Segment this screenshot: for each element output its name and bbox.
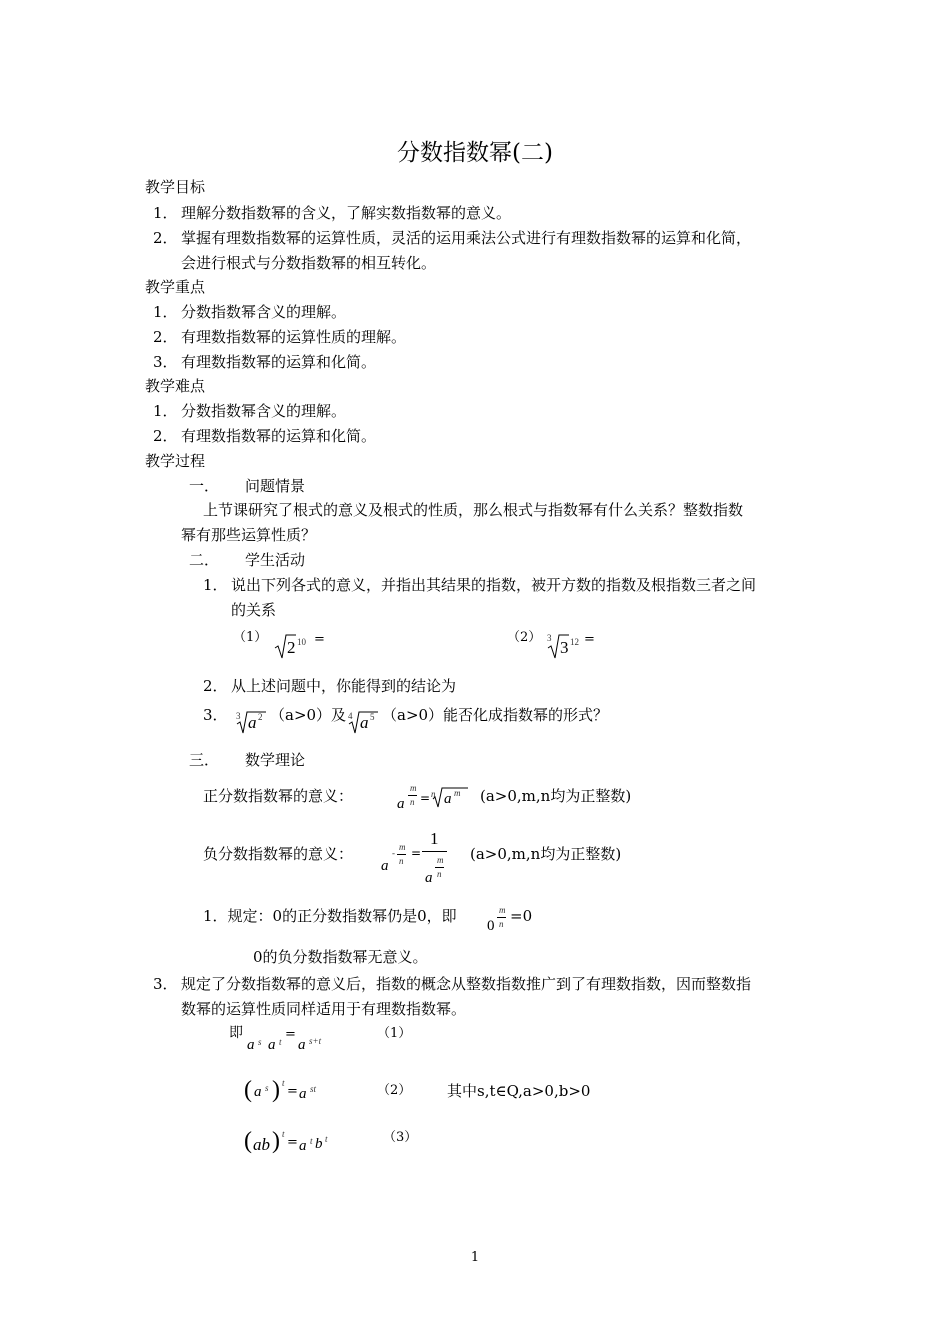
key-2-text: 有理数指数幂的运算性质的理解。 bbox=[181, 328, 407, 346]
diff-2-text: 有理数指数幂的运算和化简。 bbox=[181, 427, 377, 445]
part3-title: 数学理论 bbox=[245, 751, 306, 769]
q1-text: 说出下列各式的意义，并指出其结果的指数，被开方数的指数及根指数三者之间 bbox=[231, 576, 757, 594]
part1-num: 一． bbox=[189, 477, 220, 495]
neg-equals: = bbox=[411, 846, 422, 860]
f2-left-paren: ( bbox=[244, 1077, 252, 1103]
page-title: 分数指数幂(二) bbox=[397, 140, 553, 166]
f1-exp-t: t bbox=[279, 1037, 282, 1047]
f1-a1: a bbox=[247, 1037, 255, 1053]
pos-exp-n: n bbox=[410, 797, 415, 807]
negative-condition: (a>0,m,n均为正整数) bbox=[470, 845, 622, 863]
goal-2-cont: 会进行根式与分数指数幂的相互转化。 bbox=[181, 254, 437, 272]
f3-ab: ab bbox=[253, 1135, 270, 1154]
neg-numerator-1: 1 bbox=[430, 829, 439, 848]
part4-text-line2: 数幂的运算性质同样适用于有理数指数幂。 bbox=[181, 1000, 467, 1018]
formula-2-label: （2） bbox=[377, 1083, 412, 1098]
positive-definition-label: 正分数指数幂的意义： bbox=[203, 787, 354, 805]
neg-denom-exp-m: m bbox=[437, 855, 444, 865]
q1-text-cont: 的关系 bbox=[231, 601, 277, 619]
positive-condition: (a>0,m,n均为正整数) bbox=[480, 787, 632, 805]
example-1-label: （1） bbox=[233, 630, 268, 645]
f3-exp-t: t bbox=[282, 1129, 285, 1139]
f2-exp-t: t bbox=[282, 1078, 285, 1088]
rule-1-exp-m: m bbox=[499, 905, 506, 915]
diff-1-num: 1． bbox=[153, 402, 178, 420]
q1-num: 1． bbox=[203, 576, 228, 594]
key-2-num: 2． bbox=[153, 328, 178, 346]
formula-3-label: （3） bbox=[383, 1130, 418, 1145]
goals-heading: 教学目标 bbox=[145, 178, 206, 196]
neg-denom-exp-n: n bbox=[437, 869, 442, 879]
pos-exp-fraction-bar bbox=[408, 795, 417, 796]
formula-1-label: （1） bbox=[377, 1026, 412, 1041]
neg-exp-n: n bbox=[399, 856, 404, 866]
f3-a-exp-t: t bbox=[310, 1136, 313, 1146]
formula-2-note: 其中s,t∈Q,a>0,b>0 bbox=[447, 1082, 591, 1100]
neg-exp-m: m bbox=[399, 842, 406, 852]
rule-1-text: 1．规定：0的正分数指数幂仍是0，即 bbox=[203, 907, 457, 925]
neg-minus: - bbox=[392, 848, 395, 858]
q3-root2-index: 4 bbox=[348, 711, 353, 721]
neg-denominator-a: a bbox=[425, 870, 433, 886]
f2-a2: a bbox=[299, 1086, 307, 1102]
pos-radicand-a: a bbox=[444, 791, 452, 807]
key-points-heading: 教学重点 bbox=[145, 278, 206, 296]
part2-num: 二． bbox=[189, 551, 220, 569]
f2-exp-s: s bbox=[265, 1083, 269, 1093]
f3-b-exp-t: t bbox=[325, 1134, 328, 1144]
example-2-equals: = bbox=[584, 632, 595, 647]
example-1-exponent: 10 bbox=[297, 637, 306, 647]
q3-num: 3． bbox=[203, 706, 228, 724]
diff-2-num: 2． bbox=[153, 427, 178, 445]
f2-right-paren: ) bbox=[272, 1077, 280, 1103]
q3-root1-exponent: 2 bbox=[258, 712, 263, 722]
goal-1-text: 理解分数指数幂的含义，了解实数指数幂的意义。 bbox=[181, 204, 512, 222]
part4-text-line1: 规定了分数指数幂的意义后，指数的概念从整数指数推广到了有理数指数，因而整数指 bbox=[181, 975, 752, 993]
key-3-text: 有理数指数幂的运算和化简。 bbox=[181, 353, 377, 371]
part2-title: 学生活动 bbox=[245, 551, 306, 569]
key-1-text: 分数指数幂含义的理解。 bbox=[181, 303, 347, 321]
q3-condition-2: （a>0）能否化成指数幂的形式？ bbox=[382, 706, 609, 724]
q3-root2-exponent: 5 bbox=[370, 712, 375, 722]
f3-left-paren: ( bbox=[244, 1128, 252, 1154]
f1-a2: a bbox=[268, 1037, 276, 1053]
part4-num: 3． bbox=[153, 975, 178, 993]
rule-1-negative-note: 0的负分数指数幂无意义。 bbox=[253, 948, 428, 966]
neg-exp-fraction-bar bbox=[397, 854, 406, 855]
neg-base-a: a bbox=[381, 858, 389, 874]
diff-1-text: 分数指数幂含义的理解。 bbox=[181, 402, 347, 420]
example-1-equals: = bbox=[314, 632, 325, 647]
f1-exp-s-plus-t: s+t bbox=[309, 1036, 322, 1046]
part1-text-line1: 上节课研究了根式的意义及根式的性质，那么根式与指数幂有什么关系？整数指数 bbox=[203, 501, 744, 519]
f1-exp-s: s bbox=[258, 1037, 262, 1047]
key-3-num: 3． bbox=[153, 353, 178, 371]
f2-exp-st: st bbox=[310, 1084, 317, 1094]
example-2-label: （2） bbox=[507, 630, 542, 645]
q2-num: 2． bbox=[203, 677, 228, 695]
f3-a: a bbox=[299, 1138, 307, 1154]
negative-definition-label: 负分数指数幂的意义： bbox=[203, 845, 354, 863]
example-2-root-index: 3 bbox=[547, 633, 552, 643]
pos-radicand-exp-m: m bbox=[454, 788, 461, 798]
goal-2-text: 掌握有理数指数幂的运算性质，灵活的运用乘法公式进行有理数指数幂的运算和化简， bbox=[181, 229, 752, 247]
rule-1-zero-base: 0 bbox=[487, 918, 495, 934]
example-2-exponent: 12 bbox=[570, 637, 579, 647]
ji-label: 即 bbox=[229, 1025, 243, 1041]
pos-exp-m: m bbox=[410, 783, 417, 793]
part3-num: 三． bbox=[189, 751, 220, 769]
q3-root2-base: a bbox=[360, 713, 369, 732]
q3-root1-index: 3 bbox=[236, 711, 241, 721]
process-heading: 教学过程 bbox=[145, 452, 206, 470]
neg-main-fraction-bar bbox=[422, 851, 447, 852]
pos-root-index-n: n bbox=[431, 789, 436, 799]
page-number: 1 bbox=[470, 1250, 480, 1265]
rule-1-exp-fraction-bar bbox=[497, 917, 506, 918]
rule-1-equals-zero: =0 bbox=[510, 907, 533, 925]
f3-equals: = bbox=[287, 1135, 298, 1150]
f1-a3: a bbox=[298, 1037, 306, 1053]
f3-b: b bbox=[315, 1136, 323, 1152]
f3-right-paren: ) bbox=[272, 1128, 280, 1154]
part1-title: 问题情景 bbox=[245, 477, 306, 495]
f1-equals: = bbox=[285, 1027, 296, 1042]
rule-1-exp-n: n bbox=[499, 919, 504, 929]
q2-text: 从上述问题中，你能得到的结论为 bbox=[231, 677, 457, 695]
goal-2-num: 2． bbox=[153, 229, 178, 247]
part1-text-line2: 幂有那些运算性质？ bbox=[181, 526, 317, 544]
f2-a1: a bbox=[254, 1084, 262, 1100]
difficulties-heading: 教学难点 bbox=[145, 377, 206, 395]
example-1-base: 2 bbox=[287, 638, 296, 657]
q3-condition-1: （a>0）及 bbox=[270, 706, 347, 724]
neg-denom-exp-fraction-bar bbox=[435, 867, 444, 868]
f2-equals: = bbox=[287, 1084, 298, 1099]
pos-base-a: a bbox=[397, 796, 405, 812]
example-2-base: 3 bbox=[560, 638, 569, 657]
pos-equals: = bbox=[420, 791, 431, 805]
key-1-num: 1． bbox=[153, 303, 178, 321]
goal-1-num: 1． bbox=[153, 204, 178, 222]
q3-root1-base: a bbox=[248, 713, 257, 732]
